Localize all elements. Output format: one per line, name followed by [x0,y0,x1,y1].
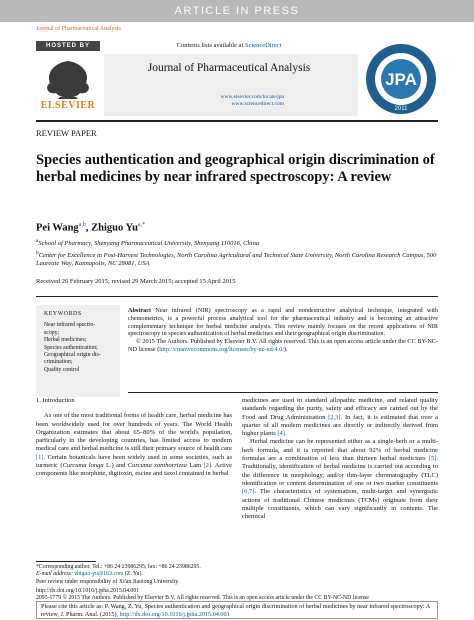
sciencedirect-link[interactable]: ScienceDirect [244,42,282,49]
keyword-line: Near infrared spectro- [44,322,96,329]
doi-link[interactable]: http://dx.doi.org/10.1016/j.jpha.2015.04.001 [36,588,140,594]
license-link[interactable]: http://creativecommons.org/licenses/by-nc-nd/4.0/ [159,345,284,353]
copyright-line: 2095-1779 © 2015 The Authors. Published by Elsevier B.V. All rights reserved. This is an open access article under the CC BY-NC-ND license [36,595,369,601]
article-history: Received 26 February 2015; revised 29 March 2015; accepted 15 April 2015 [36,278,236,285]
abstract-license: © 2015 The Authors. Published by Elsevier B.V. All rights reserved. This is an open access article under the CC BY-NC-ND license (http://creativecommons.org/licenses/by-nc-nd/4.0/). [128,338,438,353]
intro-paragraph-1-cont: medicines are used in standard allopathic medicine, and related quality standards regarding the purity, safety and efficacy are carried out by the Food and Drug Administration [2,3]. In fact, it is estimated that over a quarter of all modern medicines are directly or indirectly derived from higher plants [4]. [242,397,438,438]
section-heading-introduction: 1. Introduction [36,397,75,404]
citation-link[interactable]: [5] [428,455,437,463]
email-note: E-mail address: zhiguo-yu@163.com (Z. Yu). [36,571,143,578]
keyword-line: crimination; [44,359,73,366]
citation-link[interactable]: [6,7] [242,488,255,496]
keywords-box [36,305,120,397]
elsevier-wordmark: ELSEVIER [40,100,96,111]
cover-letters: JPA [385,70,417,89]
abstract-text: Near infrared (NIR) spectroscopy as a rapid and nondestructive analytical technique, integrated with chemometrics, is a powerful process analytical tool for the pharmaceutical industry and is becoming an attractive complementary technique for herbal medicine analysis. This review mainly focuses on the recent applications of NIR spectroscopy in species authentication of herbal medicines and their geographical origin discrimination. [128,307,438,338]
contents-list-line: Contents lists available at ScienceDirect [176,42,282,49]
article-in-press-banner: ARTICLE IN PRESS [0,0,474,22]
citation-box: Please cite this article as: P. Wang, Z. Yu, Species authentication and geographical origin discrimination of herbal medicines by near infrared spectroscopy: A review, J. Pharm. Anal. (2015), http://dx.doi.org/10.1016/j.jpha.2015.04.001 [36,601,438,619]
affiliation-a: School of Pharmacy, Shenyang Pharmaceutical University, Shenyang 110016, China [38,240,260,248]
keyword-line: Species authentication; [44,344,98,351]
author-1[interactable]: Pei Wang [36,222,79,234]
journal-url-2[interactable]: www.sciencedirect.com [231,101,284,107]
hosted-by-label: HOSTED BY [36,41,100,51]
keyword-line: scopy; [44,329,60,336]
keywords-heading: KEYWORDS [44,311,82,317]
body-column-right [242,397,438,521]
journal-cover-seal [364,42,438,116]
keyword-line: Herbal medicines; [44,337,87,344]
author-2[interactable]: Zhiguo Yu [91,222,138,234]
citation-link[interactable]: [2] [203,462,212,470]
footnote-rule [36,561,96,562]
author-line: Pei Wang$^{a,b}$, Zhiguo $Yu^{a,*}$ [36,222,146,234]
footnotes [36,564,232,586]
article-type: REVIEW PAPER [36,128,97,138]
abstract-label: Abstract [128,307,152,314]
corresponding-author-note: *Corresponding author. Tel.: +86 24 23986295; fax: +86 24 23986295. [36,564,201,570]
abstract [128,307,438,354]
intro-paragraph-1: As one of the most traditional forms of health care, herbal medicine has been worldwidely used for over hundreds of years. The World Health Organization estimates that about 65–80% of the world's population, particularly in the developing countries, has limited access to modern medical care and herbal medicine is still their primary source of health care [1]. Certain botanicals have been widely used in some societies, such as turmeric (Curcuma longa L.) and Curcuma xanthorrizza Lam [2]. Active components like morphine, digitoxin, escine and taxol contained in herbal [36,412,232,478]
email-link[interactable]: zhiguo-yu@163.com [74,571,124,578]
body-column-left [36,397,232,479]
citation-link[interactable]: [4] [277,430,285,438]
affiliations: $^a$School of Pharmacy, Shenyang Pharmaceutical University, Shenyang 110016, China $^b$Center for Excellence in Post-Harvest Technologies, North Carolina Agricultural and Technical State University, North Carolina Research Campus, 500 Laureate Way, Kannapolis, NC 28081, USA [36,238,437,268]
peer-review-note: Peer review under responsibility of Xi'an Jiaotong University. [36,578,180,585]
article-title: Species authentication and geographical origin discrimination of herbal medicines by near infrared spectroscopy: A review [36,152,435,185]
keyword-line: Geographical origin dis- [44,352,101,359]
citation-link[interactable]: [1] [36,453,44,461]
keyword-line: Quality control [44,366,80,373]
intro-paragraph-2: Herbal medicine can be represented either as a single-herb or a multi-herb formula, and it is reported that about 92% of herbal medicine formulas are a combination of less than thirteen herbal medicines [5]. Traditionally, identification of herbal medicine is carried out according to the difference in morphology, and/or thin-layer chromatography (TLC) identification or content determination of one or two marker constituents [6,7]. The characteristics of systematism, multi-target and synergistic actions of traditional Chinese medicines (TCMs) originate from their multiple constituents, which can vary significantly in contents. The chemical [242,438,438,521]
header-rule [36,120,438,122]
affiliation-b: Center for Excellence in Post-Harvest Technologies, North Carolina Agricultural and Technical State University, North Carolina Research Campus, 500 Laureate Way, Kannapolis, NC 28081, USA [36,251,437,268]
cover-year: 2011 [394,106,408,112]
citation-link[interactable]: [2,3] [328,413,341,421]
meta-rule [36,296,438,297]
abstract-rule [128,392,438,393]
doi-copyright [36,588,438,602]
journal-url-1[interactable]: www.elsevier.com/locate/jpa [220,94,284,100]
journal-cite-line[interactable]: Journal of Pharmaceutical Analysis [36,26,121,32]
citation-doi-link[interactable]: http://dx.doi.org/10.1016/j.jpha.2015.04.001 [119,610,230,618]
journal-urls [104,94,354,108]
journal-title: Journal of Pharmaceutical Analysis [147,62,311,74]
